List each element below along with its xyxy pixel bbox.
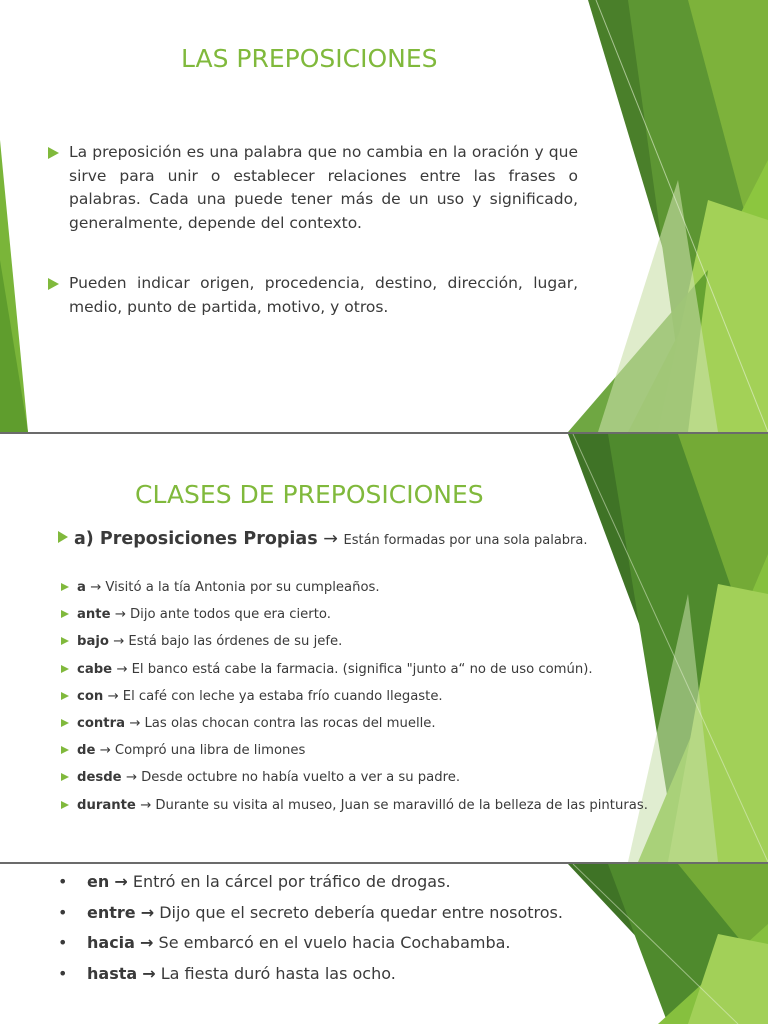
subheading-label: a) Preposiciones Propias bbox=[74, 529, 318, 549]
example-sentence: Dijo que el secreto debería quedar entre nosotros. bbox=[159, 902, 563, 922]
example-sentence: La fiesta duró hasta las ocho. bbox=[160, 963, 396, 983]
list-item bbox=[60, 798, 680, 814]
list-item bbox=[58, 964, 658, 984]
green-triangle-bullet-icon bbox=[58, 531, 68, 543]
preposition-word: entre bbox=[87, 902, 136, 922]
list-item bbox=[60, 580, 680, 596]
arrow-icon: → bbox=[114, 607, 126, 623]
example-sentence: Dijo ante todos que era cierto. bbox=[130, 607, 331, 623]
arrow-icon: → bbox=[140, 902, 155, 922]
arrow-icon: → bbox=[129, 715, 141, 731]
green-triangle-bullet-icon bbox=[61, 610, 69, 618]
preposition-list-continued bbox=[58, 872, 658, 994]
bullet-dot-icon: • bbox=[58, 933, 68, 952]
preposition-word: a bbox=[77, 580, 86, 595]
green-triangle-bullet-icon bbox=[61, 746, 69, 754]
definition-paragraph bbox=[46, 141, 578, 235]
bullet-dot-icon: • bbox=[58, 872, 68, 891]
green-triangle-bullet-icon bbox=[48, 147, 59, 159]
example-sentence: Compró una libra de limones bbox=[114, 743, 306, 759]
arrow-icon: → bbox=[114, 872, 128, 891]
preposition-word: contra bbox=[77, 715, 125, 731]
preposition-word: en bbox=[87, 872, 110, 891]
preposition-word: hasta bbox=[87, 963, 138, 983]
slide-title: CLASES DE PREPOSICIONES bbox=[135, 480, 484, 509]
bullet-dot-icon: • bbox=[58, 902, 68, 922]
example-sentence: El café con leche ya estaba frío cuando llegaste. bbox=[122, 688, 443, 704]
arrow-icon: → bbox=[323, 529, 338, 549]
arrow-icon: → bbox=[107, 688, 119, 704]
right-green-decoration bbox=[568, 0, 768, 432]
preposition-word: de bbox=[77, 743, 96, 759]
green-triangle-bullet-icon bbox=[61, 637, 69, 645]
green-triangle-bullet-icon bbox=[61, 692, 69, 700]
example-sentence: Entró en la cárcel por tráfico de drogas. bbox=[132, 872, 451, 891]
subheading-description: Están formadas por una sola palabra. bbox=[343, 533, 588, 548]
example-sentence: Se embarcó en el vuelo hacia Cochabamba. bbox=[158, 933, 511, 952]
green-triangle-bullet-icon bbox=[61, 719, 69, 727]
list-item bbox=[58, 903, 658, 923]
slide-2 bbox=[0, 434, 768, 862]
arrow-icon: → bbox=[125, 770, 137, 786]
subheading-preposiciones-propias bbox=[58, 529, 588, 549]
preposition-word: desde bbox=[77, 770, 122, 786]
preposition-word: durante bbox=[77, 797, 136, 813]
preposition-word: bajo bbox=[77, 634, 109, 650]
arrow-icon: → bbox=[90, 580, 102, 595]
list-item bbox=[60, 743, 680, 759]
list-item bbox=[60, 607, 680, 623]
slide-title: LAS PREPOSICIONES bbox=[181, 44, 438, 73]
example-sentence: Está bajo las órdenes de su jefe. bbox=[128, 634, 343, 650]
list-item bbox=[60, 716, 680, 732]
bullet-dot-icon: • bbox=[58, 963, 68, 983]
green-triangle-bullet-icon bbox=[61, 665, 69, 673]
paragraph-text: Pueden indicar origen, procedencia, destino, dirección, lugar, medio, punto de partida, motivo, y otros. bbox=[69, 274, 578, 316]
green-triangle-bullet-icon bbox=[61, 801, 69, 809]
paragraph-text: La preposición es una palabra que no cambia en la oración y que sirve para unir o establecer relaciones entre las frases o palabras. Cada una puede tener más de un uso y significado, generalmente, depende del contexto. bbox=[69, 143, 578, 232]
left-green-decoration bbox=[0, 0, 40, 432]
example-sentence: Durante su visita al museo, Juan se maravilló de la belleza de las pinturas. bbox=[155, 797, 648, 813]
list-item bbox=[60, 689, 680, 705]
list-item bbox=[60, 662, 680, 678]
slide-3 bbox=[0, 864, 768, 1024]
preposition-word: cabe bbox=[77, 661, 113, 677]
slide-1 bbox=[0, 0, 768, 432]
green-triangle-bullet-icon bbox=[61, 583, 69, 591]
example-sentence: Desde octubre no había vuelto a ver a su padre. bbox=[141, 770, 461, 786]
arrow-icon: → bbox=[99, 743, 111, 759]
list-item bbox=[60, 770, 680, 786]
green-triangle-bullet-icon bbox=[48, 278, 59, 290]
preposition-word: con bbox=[77, 688, 104, 704]
example-sentence: Visitó a la tía Antonia por su cumpleaños. bbox=[105, 580, 380, 595]
arrow-icon: → bbox=[140, 797, 152, 813]
list-item bbox=[60, 634, 680, 650]
arrow-icon: → bbox=[142, 963, 156, 983]
usage-paragraph bbox=[46, 272, 578, 319]
arrow-icon: → bbox=[113, 634, 125, 650]
preposition-list bbox=[60, 580, 680, 825]
list-item bbox=[58, 933, 658, 953]
green-triangle-bullet-icon bbox=[61, 773, 69, 781]
preposition-word: hacia bbox=[87, 933, 135, 952]
example-sentence: Las olas chocan contra las rocas del muelle. bbox=[144, 715, 436, 731]
example-sentence: El banco está cabe la farmacia. (significa "junto a“ no de uso común). bbox=[131, 661, 593, 677]
arrow-icon: → bbox=[116, 661, 128, 677]
list-item bbox=[58, 872, 658, 892]
preposition-word: ante bbox=[77, 607, 111, 623]
arrow-icon: → bbox=[140, 933, 154, 952]
